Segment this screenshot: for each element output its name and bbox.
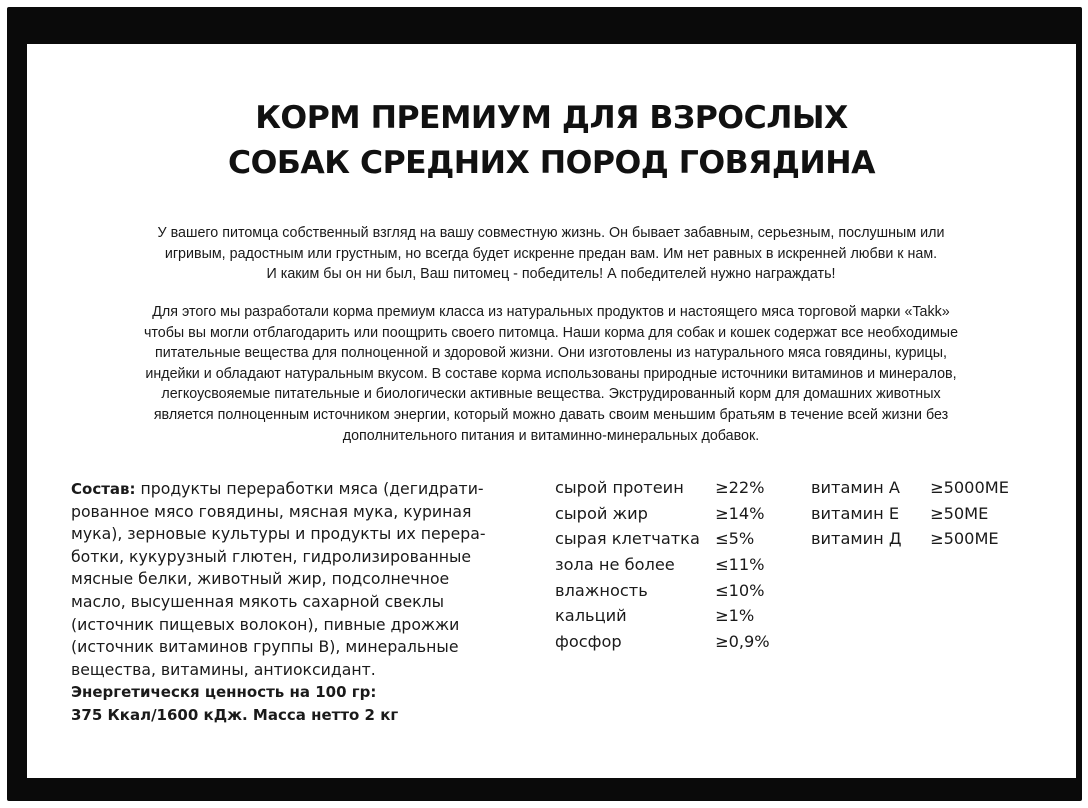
analysis-name: зола не более [555, 555, 675, 575]
composition-first-line [71, 478, 521, 501]
analysis-value: ≥1% [715, 606, 755, 626]
vitamin-value: ≥50МЕ [930, 503, 989, 523]
analysis-table [555, 475, 805, 655]
intro-line: У вашего питомца собственный взгляд на вашу совместную жизнь. Он бывает забавным, серьезным, послушным или [157, 225, 945, 241]
analysis-row [555, 501, 805, 527]
analysis-row [555, 603, 805, 629]
energy-line: 375 Ккал/1600 кДж. Масса нетто 2 кг [71, 705, 399, 724]
analysis-value: ≥22% [715, 478, 765, 497]
analysis-value: ≤5% [715, 529, 755, 549]
about-line: чтобы вы могли отблагодарить или поощрить своего питомца. Наши корма для собак и кошек содержат все необходимые [143, 324, 959, 341]
composition-line: (источник витаминов группы В), минеральные [71, 637, 459, 657]
label-frame [7, 7, 1082, 801]
about-line: индейки и обладают натуральным вкусом. В составе корма использованы природные источники витаминов и минералов, [145, 365, 957, 382]
analysis-name: влажность [555, 580, 648, 600]
analysis-row [555, 629, 805, 655]
vitamins-table [811, 475, 1061, 552]
analysis-name: фосфор [555, 632, 622, 652]
composition-line: рованное мясо говядины, мясная мука, куриная [71, 501, 472, 521]
analysis-name: сырая клетчатка [555, 529, 700, 549]
title-line: КОРМ ПРЕМИУМ ДЛЯ ВЗРОСЛЫХ [255, 100, 848, 136]
intro-line: И каким бы он ни был, Ваш питомец - победитель! А победителей нужно награждать! [266, 266, 836, 283]
title-line: СОБАК СРЕДНИХ ПОРОД ГОВЯДИНА [227, 145, 876, 181]
intro-line: игривым, радостным или грустным, но всегда будет искренне предан вам. Им нет равных в искренней любви к нам. [164, 245, 938, 262]
analysis-value: ≤11% [715, 555, 765, 575]
composition-label: Состав: [71, 480, 136, 498]
intro-paragraph [51, 223, 1051, 285]
composition-line: вещества, витамины, антиоксидант. [71, 659, 376, 679]
analysis-name: сырой протеин [555, 478, 684, 497]
composition-line: мясные белки, животный жир, подсолнечное [71, 569, 450, 589]
analysis-value: ≤10% [715, 580, 765, 600]
vitamin-row [811, 526, 1061, 552]
analysis-name: сырой жир [555, 503, 648, 523]
composition-line: мука), зерновые культуры и продукты их перера- [71, 524, 486, 544]
about-line: Для этого мы разработали корма премиум класса из натуральных продуктов и настоящего мяса торговой марки «Takk» [152, 304, 950, 320]
composition-block [71, 478, 521, 727]
composition-line: ботки, кукурузный глютен, гидролизированные [71, 546, 472, 566]
about-line: дополнительного питания и витаминно-минеральных добавок. [342, 427, 760, 444]
analysis-row [555, 475, 805, 501]
about-line: легкоусвояемые питательные и биологически активные вещества. Экструдированный корм для домашних животных [161, 386, 941, 403]
composition-line: масло, высушенная мякоть сахарной свеклы [71, 591, 445, 611]
vitamin-name: витамин А [811, 478, 900, 497]
product-title [27, 96, 1076, 186]
analysis-row [555, 552, 805, 578]
vitamin-name: витамин Е [811, 503, 900, 523]
composition-line: (источник пищевых волокон), пивные дрожжи [71, 614, 460, 634]
vitamin-name: витамин Д [811, 529, 902, 549]
vitamin-row [811, 501, 1061, 527]
about-paragraph [51, 302, 1051, 446]
vitamin-value: ≥5000МЕ [930, 478, 1009, 497]
about-line: питательные вещества для полноценной и здоровой жизни. Они изготовлены из натурального мяса говядины, курицы, [155, 345, 947, 362]
vitamin-value: ≥500МЕ [930, 529, 999, 549]
analysis-row [555, 578, 805, 604]
analysis-name: кальций [555, 606, 627, 626]
about-line: является полноценным источником энергии, который можно давать своим меньшим братьям в течение всей жизни без [153, 406, 949, 423]
label-sheet [27, 44, 1076, 778]
vitamin-row [811, 475, 1061, 501]
analysis-value: ≥0,9% [715, 632, 770, 652]
energy-line: Энергетическя ценность на 100 гр: [71, 683, 377, 702]
analysis-value: ≥14% [715, 503, 765, 523]
composition-text: продукты переработки мяса (дегидрати- [135, 479, 484, 498]
analysis-row [555, 526, 805, 552]
